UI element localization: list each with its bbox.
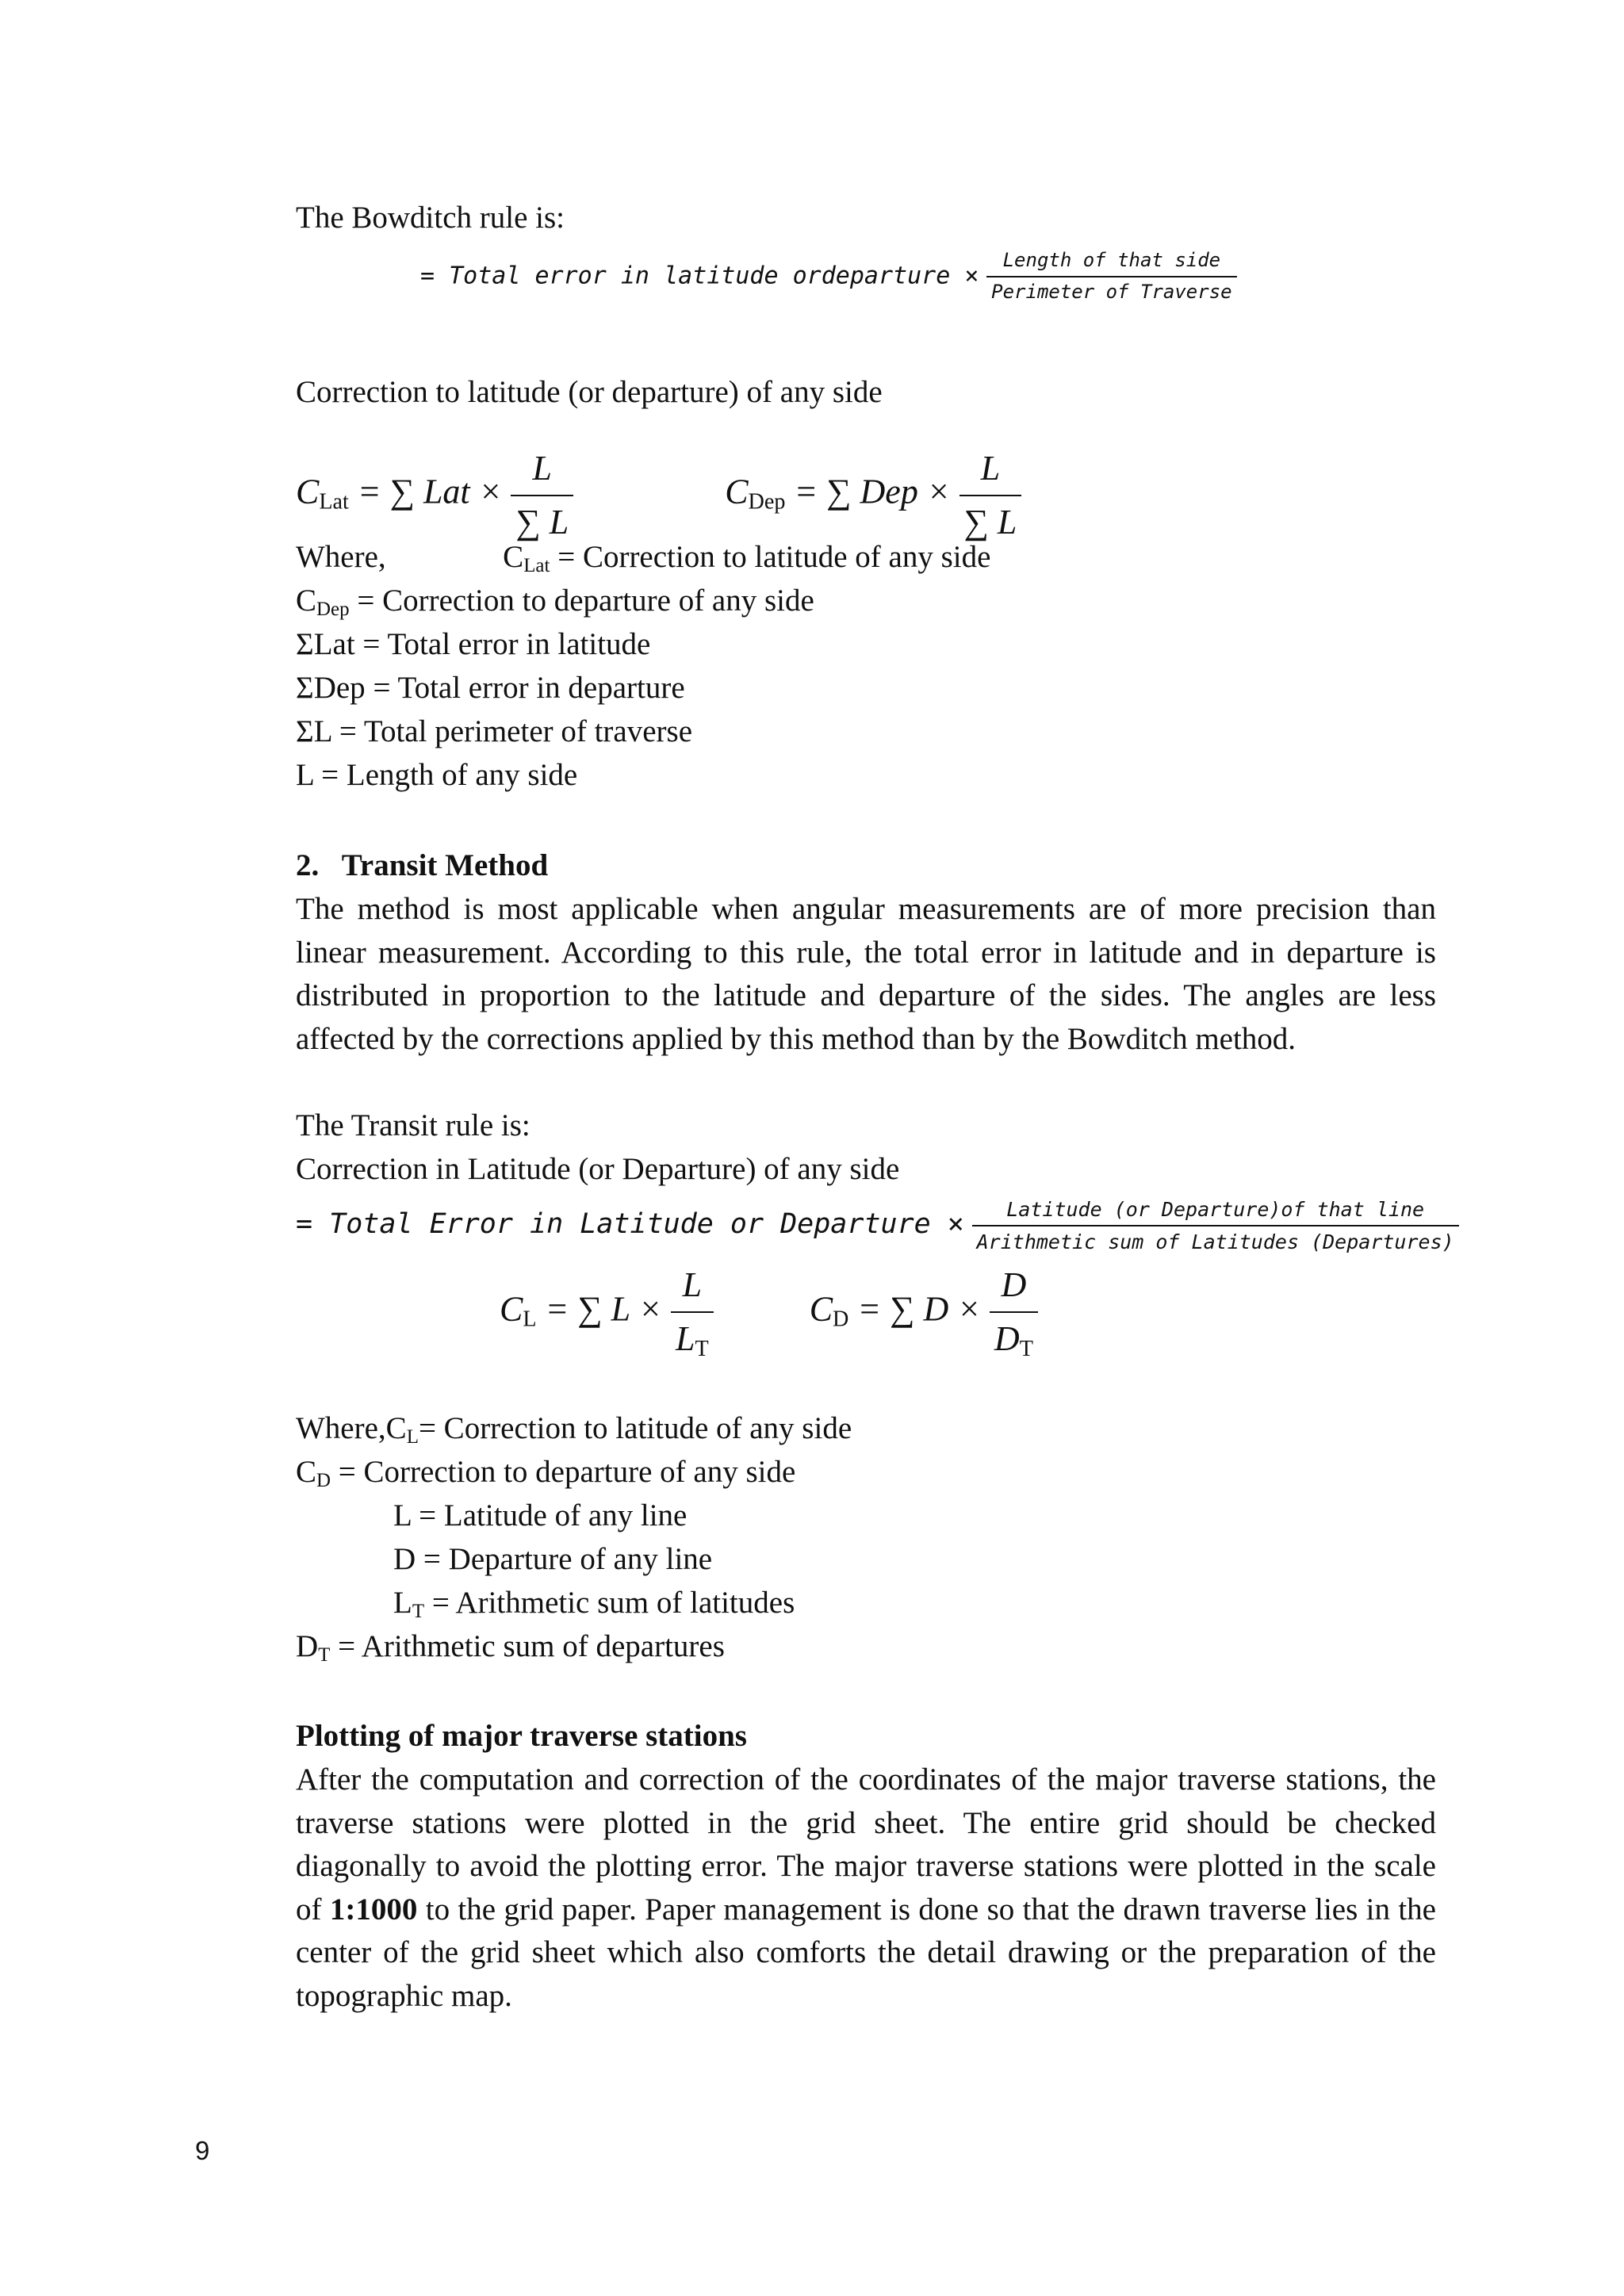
- transit-heading: [296, 844, 1436, 888]
- eq2-numerator: L: [980, 449, 1001, 488]
- formula-numerator: Latitude (or Departure)of that line: [1006, 1198, 1425, 1221]
- def-symbol: L: [393, 1498, 412, 1533]
- def-subscript: Dep: [316, 599, 350, 621]
- eq1-middle: = ∑ L ×: [545, 1289, 662, 1329]
- formula-lhs: = Total error in latitude ordeparture ×: [420, 262, 979, 290]
- eq1-den-subscript: T: [695, 1336, 709, 1361]
- definition-line: [296, 1625, 1436, 1669]
- eq2-numerator: D: [1001, 1265, 1027, 1304]
- eq2-middle: = ∑ Dep ×: [794, 472, 951, 511]
- where-label: Where,: [296, 540, 386, 574]
- bowditch-correction-heading: Correction to latitude (or departure) of any side: [296, 375, 883, 409]
- eq-c-l: [500, 1261, 714, 1364]
- transit-heading-text: 2. Transit Method: [296, 848, 549, 882]
- definition-line: [296, 754, 1436, 798]
- def-symbol: ΣDep: [296, 671, 366, 705]
- plotting-scale: 1:1000: [329, 1892, 418, 1927]
- formula-lhs: = Total Error in Latitude or Departure ×: [296, 1207, 964, 1240]
- definition-line: [296, 1451, 1436, 1494]
- transit-definitions: [296, 1451, 1436, 1669]
- eq2-subscript: D: [833, 1307, 849, 1332]
- bowditch-rule-formula: [420, 247, 1561, 305]
- formula-fraction: [986, 247, 1236, 305]
- definition-line: [296, 1582, 1436, 1625]
- eq1-middle: = ∑ Lat ×: [357, 472, 503, 511]
- eq2-fraction: [990, 1261, 1038, 1364]
- eq-c-d: [810, 1261, 1038, 1364]
- eq1-denominator: ∑ L: [511, 495, 573, 547]
- where-first-subscript: Lat: [523, 555, 550, 577]
- def-symbol: ΣL: [296, 714, 332, 748]
- definition-line: [296, 580, 1436, 623]
- def-text: = Arithmetic sum of departures: [330, 1629, 725, 1663]
- formula-denominator: Arithmetic sum of Latitudes (Departures): [972, 1225, 1459, 1256]
- eq2-fraction: [959, 444, 1022, 546]
- eq1-numerator: L: [682, 1265, 703, 1304]
- eq1-subscript: L: [523, 1307, 537, 1332]
- where-first-subscript: L: [406, 1426, 419, 1448]
- eq1-symbol: C: [500, 1289, 523, 1329]
- eq2-denominator: ∑ L: [959, 495, 1022, 547]
- def-symbol: L: [393, 1586, 412, 1620]
- definition-line: [296, 710, 1436, 754]
- definition-line: [296, 1538, 1436, 1582]
- def-symbol: C: [296, 584, 317, 618]
- transit-correction-heading: Correction in Latitude (or Departure) of any side: [296, 1152, 900, 1186]
- def-subscript: D: [316, 1470, 331, 1492]
- eq2-middle: = ∑ D ×: [857, 1289, 981, 1329]
- transit-equations: [500, 1261, 1624, 1364]
- def-text: = Total perimeter of traverse: [331, 714, 693, 748]
- eq1-denominator: [671, 1311, 714, 1364]
- eq1-subscript: Lat: [319, 489, 349, 515]
- def-text: = Total error in latitude: [354, 627, 651, 661]
- eq1-den-symbol: L: [676, 1318, 695, 1358]
- eq-c-dep: [725, 444, 1021, 546]
- eq2-den-symbol: D: [994, 1318, 1020, 1358]
- def-text: = Latitude of any line: [411, 1498, 688, 1533]
- def-text: = Correction to departure of any side: [331, 1455, 796, 1489]
- plotting-text-before: After the computation and correction of the coordinates of the major traverse stations, the traverse stations were plotted in the grid sheet. The entire grid should be checked diagonally to avoid the plotting error. The major traverse stations were plotted in the scale of: [296, 1762, 1436, 1927]
- def-symbol: L: [296, 758, 314, 792]
- bowditch-where-line: [296, 536, 1436, 580]
- def-symbol: D: [296, 1629, 319, 1663]
- bowditch-equations: [296, 444, 1436, 546]
- def-text: = Departure of any line: [416, 1542, 713, 1576]
- formula-numerator: Length of that side: [1002, 249, 1221, 271]
- def-text: = Total error in departure: [365, 671, 685, 705]
- where-first-symbol: C: [503, 540, 524, 574]
- eq2-symbol: C: [725, 472, 749, 511]
- where-label: Where,: [296, 1411, 386, 1445]
- eq1-fraction: [511, 444, 573, 546]
- def-text: = Length of any side: [313, 758, 578, 792]
- formula-fraction: [972, 1196, 1459, 1256]
- transit-rule-intro: The Transit rule is:: [296, 1108, 530, 1142]
- plotting-text-after: to the grid paper. Paper management is done so that the drawn traverse lies in the center of the grid sheet which also comforts the detail drawing or the preparation of the topographic map.: [296, 1892, 1436, 2013]
- def-text: = Arithmetic sum of latitudes: [424, 1586, 795, 1620]
- plotting-heading-text: Plotting of major traverse stations: [296, 1719, 747, 1753]
- transit-rule-formula: [296, 1196, 1454, 1256]
- eq1-numerator: L: [532, 449, 552, 488]
- transit-where-line: [296, 1407, 1436, 1452]
- eq-c-lat: [296, 444, 573, 546]
- definition-line: [296, 623, 1436, 667]
- eq2-symbol: C: [809, 1289, 833, 1329]
- def-text: = Correction to departure of any side: [349, 584, 814, 618]
- eq2-denominator: [990, 1311, 1038, 1364]
- bowditch-intro: The Bowditch rule is:: [296, 201, 565, 235]
- where-first-symbol: C: [385, 1411, 407, 1445]
- definition-line: [296, 667, 1436, 710]
- def-symbol: ΣLat: [296, 627, 355, 661]
- def-subscript: T: [412, 1601, 425, 1623]
- formula-denominator: Perimeter of Traverse: [986, 276, 1236, 306]
- def-subscript: T: [318, 1644, 331, 1667]
- definition-line: [296, 1494, 1436, 1538]
- def-symbol: C: [296, 1455, 317, 1489]
- eq1-symbol: C: [296, 472, 320, 511]
- plotting-paragraph: [296, 1758, 1436, 2019]
- plotting-heading: [296, 1715, 1436, 1758]
- eq1-fraction: [671, 1261, 714, 1364]
- page-number: 9: [195, 2136, 210, 2165]
- eq2-den-subscript: T: [1019, 1336, 1033, 1361]
- where-first-definition: = Correction to latitude of any side: [550, 540, 991, 574]
- eq2-subscript: Dep: [748, 489, 786, 515]
- where-first-definition: = Correction to latitude of any side: [418, 1411, 852, 1445]
- def-symbol: D: [393, 1542, 416, 1576]
- transit-paragraph: The method is most applicable when angular measurements are of more precision than linear measurement. According to this rule, the total error in latitude and in departure is distributed in proportion to the latitude and departure of the sides. The angles are less affected by the corrections applied by this method than by the Bowditch method.: [296, 892, 1436, 1056]
- bowditch-definitions: [296, 580, 1436, 798]
